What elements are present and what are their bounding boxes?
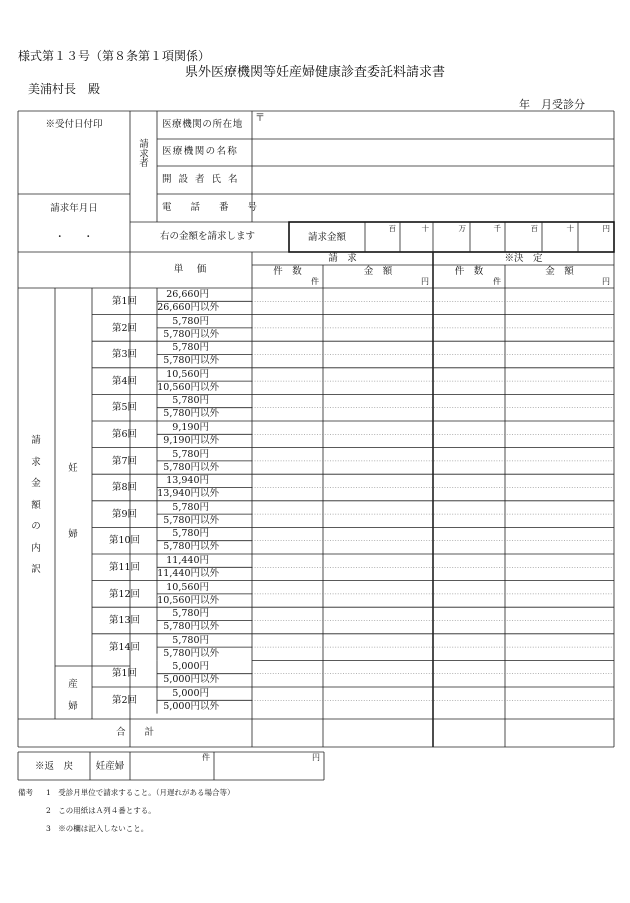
visit-label: 第3回 (111, 349, 138, 361)
unit-price: 26,660円 (166, 289, 209, 300)
claim-count-header: 件 数 (273, 266, 302, 277)
pregnant-label: 妊婦 (68, 463, 78, 540)
unit-price-other: 5,780円以外 (163, 621, 219, 633)
return-category: 妊産婦 (95, 761, 125, 772)
visit-label: 第7回 (111, 455, 138, 467)
unit-price: 5,780円 (172, 342, 209, 354)
visit-label: 第9回 (111, 508, 138, 520)
claim-date-label: 請求年月日 (50, 203, 98, 214)
note-1: 1 受診月単位で請求すること。（月遅れがある場合等） (46, 788, 235, 797)
claim-yen-unit: 円 (421, 277, 429, 286)
claim-header: 請 求 (328, 253, 357, 264)
digit-unit: 十 (566, 224, 574, 233)
visit-label: 第2回 (111, 695, 138, 706)
postal-mark: 〒 (255, 113, 265, 124)
visit-label: 第4回 (111, 375, 138, 387)
request-statement: 右の金額を請求します (160, 231, 256, 242)
visit-label: 第1回 (111, 668, 138, 680)
unit-price-other: 10,560円以外 (157, 381, 219, 393)
digit-unit: 百 (530, 224, 538, 233)
unit-price: 5,780円 (172, 501, 209, 513)
visit-label: 第1回 (111, 296, 138, 307)
form-number: 様式第１３号（第８条第１項関係） (18, 49, 211, 63)
decision-count-unit: 件 (493, 277, 501, 286)
unit-price: 5,000円 (172, 661, 209, 673)
unit-price: 9,190円 (172, 422, 209, 433)
unit-price-other: 5,000円以外 (163, 701, 219, 712)
decision-yen-unit: 円 (602, 277, 610, 286)
visit-label: 第14回 (108, 641, 141, 653)
unit-price-other: 5,780円以外 (163, 328, 219, 340)
received-stamp-label: ※受付日付印 (45, 119, 103, 130)
founder-name-label: 開設者氏名 (162, 174, 245, 185)
claim-count-unit: 件 (311, 277, 319, 286)
return-count-unit: 件 (202, 753, 210, 762)
unit-price-other: 9,190円以外 (163, 435, 219, 446)
phone-label: 電話番号 (162, 202, 277, 213)
claim-amount-header: 金 額 (363, 266, 393, 277)
document-title: 県外医療機関等妊産婦健康診査委託料請求書 (184, 65, 445, 80)
unit-price-other: 5,780円以外 (163, 408, 219, 420)
unit-price-other: 26,660円以外 (157, 302, 219, 313)
visit-label: 第11回 (108, 562, 141, 573)
decision-header: ※決 定 (504, 253, 543, 264)
return-label: ※返 戻 (34, 761, 73, 772)
unit-price-other: 5,780円以外 (163, 647, 219, 659)
digit-unit: 千 (493, 224, 501, 233)
unit-price: 5,000円 (172, 688, 209, 699)
unit-price-header: 単 価 (173, 264, 209, 275)
digit-unit: 万 (458, 224, 466, 233)
digit-unit: 円 (602, 224, 610, 233)
unit-price: 5,780円 (172, 395, 209, 407)
unit-price-other: 5,780円以外 (163, 461, 219, 473)
visit-label: 第2回 (111, 322, 138, 334)
unit-price-other: 5,000円以外 (163, 674, 219, 686)
claimant-label: 請求者 (139, 139, 149, 169)
unit-price: 5,780円 (172, 608, 209, 620)
institution-name-field[interactable] (255, 143, 610, 163)
unit-price-other: 5,780円以外 (163, 514, 219, 526)
founder-name-field[interactable] (255, 170, 610, 190)
unit-price-other: 11,440円以外 (157, 568, 219, 579)
notes-label: 備考 (18, 788, 33, 797)
claim-amount-label: 請求金額 (307, 232, 346, 243)
claim-date-field[interactable]: ・ ・ (54, 232, 93, 243)
decision-amount-header: 金 額 (545, 266, 574, 277)
visit-label: 第8回 (111, 482, 138, 494)
institution-name-label: 医療機関の名称 (162, 146, 239, 157)
unit-price: 10,560円 (166, 581, 209, 593)
total-decision-cell[interactable] (435, 722, 611, 744)
unit-price-other: 10,560円以外 (157, 594, 219, 606)
unit-price-other: 13,940円以外 (157, 488, 219, 500)
total-claim-cell[interactable] (254, 722, 430, 744)
visit-label: 第6回 (111, 429, 138, 440)
service-month: 年 月受診分 (519, 98, 585, 111)
total-label: 合 計 (115, 727, 154, 738)
unit-price-other: 5,780円以外 (163, 541, 219, 553)
decision-count-header: 件 数 (454, 266, 484, 277)
unit-price: 11,440円 (166, 555, 209, 566)
unit-price: 13,940円 (166, 475, 209, 487)
phone-field[interactable] (255, 198, 610, 218)
return-yen-unit: 円 (312, 753, 320, 762)
unit-price: 10,560円 (166, 368, 209, 380)
visit-label: 第12回 (108, 588, 141, 600)
institution-address-field[interactable] (255, 124, 610, 136)
unit-price-other: 5,780円以外 (163, 355, 219, 367)
postpartum-label: 産婦 (68, 679, 78, 712)
unit-price: 5,780円 (172, 315, 209, 327)
visit-label: 第5回 (111, 402, 138, 414)
unit-price: 5,780円 (172, 448, 209, 460)
addressee: 美浦村長 殿 (28, 82, 101, 96)
note-2: 2 この用紙はＡ列４番とする。 (46, 806, 156, 815)
unit-price: 5,780円 (172, 528, 209, 540)
unit-price: 5,780円 (172, 634, 209, 646)
breakdown-label: 請求金額の内訳 (31, 435, 41, 575)
digit-unit: 十 (421, 224, 429, 233)
visit-label: 第10回 (108, 535, 141, 547)
institution-address-label: 医療機関の所在地 (162, 119, 243, 130)
visit-label: 第13回 (108, 615, 141, 627)
note-3: 3 ※の欄は記入しないこと。 (46, 824, 149, 833)
digit-unit: 百 (388, 224, 396, 233)
